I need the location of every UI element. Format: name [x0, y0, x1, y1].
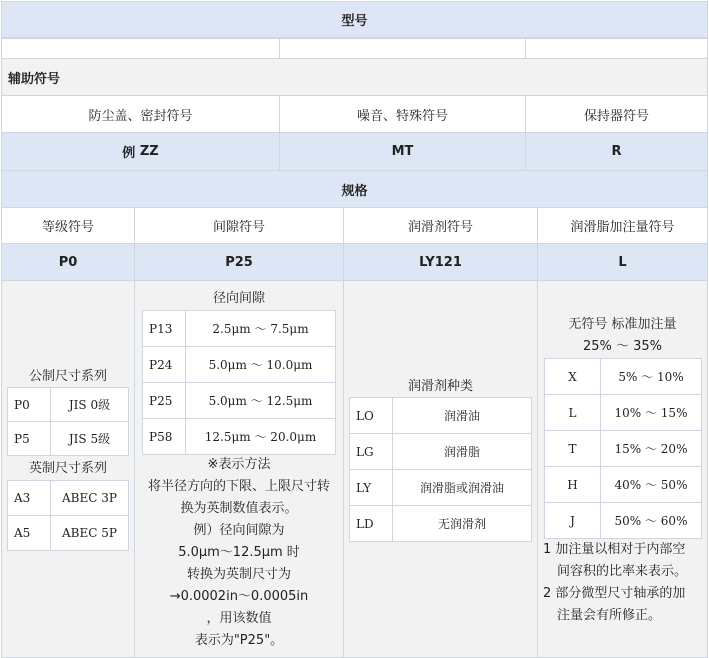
lubricant-code: LG: [350, 434, 393, 470]
table-row: [143, 419, 336, 455]
clearance-note-line: 将半径方向的下限、上限尺寸转: [147, 479, 330, 494]
table-row: [350, 398, 532, 434]
radial-clearance-title: 径向间隙: [212, 291, 265, 306]
empty-cell-1: [1, 38, 280, 59]
clearance-note-line: ※表示方法: [207, 457, 271, 472]
spec-example-clearance: [134, 243, 344, 281]
grease-note-line: 间容积的比率来表示。: [557, 564, 688, 579]
imperial-series-title: 英制尺寸系列: [28, 461, 107, 476]
aux-example-mt-text: MT: [391, 144, 414, 159]
spec-example-clearance-text: P25: [225, 254, 253, 270]
empty-cell-2: [279, 38, 526, 59]
grade-value: JIS 0级: [51, 388, 129, 422]
aux-col-noise: [279, 95, 526, 133]
grade-value: ABEC 3P: [51, 481, 129, 516]
clearance-range: 5.0μm ～ 12.5μm: [186, 383, 336, 419]
spec-heading: [1, 170, 708, 208]
clearance-code: P13: [143, 311, 186, 347]
grade-value: JIS 5级: [51, 422, 129, 456]
aux-col-retainer: [525, 95, 708, 133]
lubricant-type-table: [349, 397, 532, 542]
aux-col-retainer-text: 保持器符号: [583, 108, 649, 124]
spec-col-grease: [537, 207, 708, 244]
clearance-note-line: 5.0μm～12.5μm 时: [178, 545, 300, 560]
aux-col-dust-seal: [1, 95, 280, 133]
grade-code: A5: [8, 516, 51, 551]
clearance-code: P24: [143, 347, 186, 383]
aux-example-r: [525, 132, 708, 171]
grease-standard-title: [537, 314, 708, 358]
spec-col-lubricant-text: 润滑剂符号: [407, 220, 473, 235]
grease-code: X: [545, 359, 601, 395]
imperial-grade-table: [7, 480, 129, 551]
aux-example-zz-text: ZZ: [139, 144, 159, 159]
clearance-note: [134, 454, 344, 652]
grease-standard-line2: 25% ～ 35%: [582, 339, 663, 354]
aux-example-r-text: R: [611, 144, 622, 159]
clearance-note-line: →0.0002in～0.0005in: [169, 589, 309, 604]
clearance-note-line: 转换为英制尺寸为: [186, 567, 291, 582]
clearance-range: 5.0μm ～ 10.0μm: [186, 347, 336, 383]
metric-series-title: 公制尺寸系列: [28, 369, 107, 384]
clearance-range: 12.5μm ～ 20.0μm: [186, 419, 336, 455]
metric-grade-table: [7, 387, 129, 456]
lubricant-name: 润滑油: [393, 398, 532, 434]
clearance-note-line: 换为英制数值表示。: [180, 501, 298, 516]
grease-range: 10% ～ 15%: [601, 395, 702, 431]
table-row: [8, 422, 129, 456]
aux-example-mt: [279, 132, 526, 171]
table-row: [350, 470, 532, 506]
auxiliary-heading: [1, 58, 708, 96]
grade-code: A3: [8, 481, 51, 516]
grease-code: H: [545, 467, 601, 503]
lubricant-code: LD: [350, 506, 393, 542]
grease-note-line: 注量会有所修正。: [557, 608, 662, 623]
clearance-note-line: 表示为"P25"。: [194, 633, 284, 648]
grease-code: J: [545, 503, 601, 539]
lubricant-name: 无润滑剂: [393, 506, 532, 542]
aux-example-zz: [1, 132, 280, 171]
clearance-code: P25: [143, 383, 186, 419]
table-row: [350, 506, 532, 542]
grade-code: P0: [8, 388, 51, 422]
spec-example-grade: [1, 243, 135, 281]
table-row: [143, 383, 336, 419]
spec-col-grease-text: 润滑脂加注量符号: [570, 220, 675, 235]
aux-example-prefix: 例: [122, 146, 136, 161]
table-row: [545, 395, 702, 431]
grease-amount-table: [544, 358, 702, 539]
lubricant-type-title: 润滑剂种类: [407, 379, 473, 394]
lubricant-code: LO: [350, 398, 393, 434]
grease-range: 50% ～ 60%: [601, 503, 702, 539]
table-row: [350, 434, 532, 470]
grade-value: ABEC 5P: [51, 516, 129, 551]
spec-col-clearance: [134, 207, 344, 244]
table-row: [143, 347, 336, 383]
spec-example-grease-text: L: [618, 254, 627, 270]
aux-col-noise-text: 噪音、特殊符号: [356, 108, 448, 124]
clearance-note-line: 例）径向间隙为: [193, 523, 285, 538]
spec-heading-text: 规格: [341, 183, 368, 199]
table-row: [143, 311, 336, 347]
table-row: [545, 431, 702, 467]
grease-note-line: 1 加注量以相对于内部空: [543, 542, 686, 557]
empty-cell-3: [525, 38, 708, 59]
grease-note: [537, 539, 708, 627]
aux-col-dust-seal-text: 防尘盖、密封符号: [88, 108, 193, 124]
spec-col-grade-text: 等级符号: [41, 220, 94, 235]
table-row: [545, 467, 702, 503]
grease-range: 40% ～ 50%: [601, 467, 702, 503]
grade-code: P5: [8, 422, 51, 456]
grease-code: T: [545, 431, 601, 467]
table-row: [8, 481, 129, 516]
spec-col-clearance-text: 间隙符号: [212, 220, 265, 235]
grease-range: 15% ～ 20%: [601, 431, 702, 467]
grease-note-line: 2 部分微型尺寸轴承的加: [543, 586, 686, 601]
clearance-code: P58: [143, 419, 186, 455]
table-row: [545, 503, 702, 539]
grease-standard-line1: 无符号 标准加注量: [568, 317, 677, 332]
spec-example-lubricant: [343, 243, 538, 281]
table-row: [545, 359, 702, 395]
spec-col-grade: [1, 207, 135, 244]
radial-clearance-table: [142, 310, 336, 455]
spec-col-lubricant: [343, 207, 538, 244]
grease-code: L: [545, 395, 601, 431]
clearance-range: 2.5μm ～ 7.5μm: [186, 311, 336, 347]
auxiliary-heading-text: 辅助符号: [8, 71, 61, 87]
spec-example-grade-text: P0: [58, 254, 78, 270]
model-title-text: 型号: [341, 14, 368, 29]
spec-example-grease: [537, 243, 708, 281]
model-title: [1, 1, 708, 38]
table-row: [8, 516, 129, 551]
lubricant-name: 润滑脂或润滑油: [393, 470, 532, 506]
lubricant-code: LY: [350, 470, 393, 506]
grease-range: 5% ～ 10%: [601, 359, 702, 395]
table-row: [8, 388, 129, 422]
clearance-note-line: ，用该数值: [206, 611, 272, 626]
lubricant-name: 润滑脂: [393, 434, 532, 470]
spec-example-lubricant-text: LY121: [419, 254, 462, 270]
